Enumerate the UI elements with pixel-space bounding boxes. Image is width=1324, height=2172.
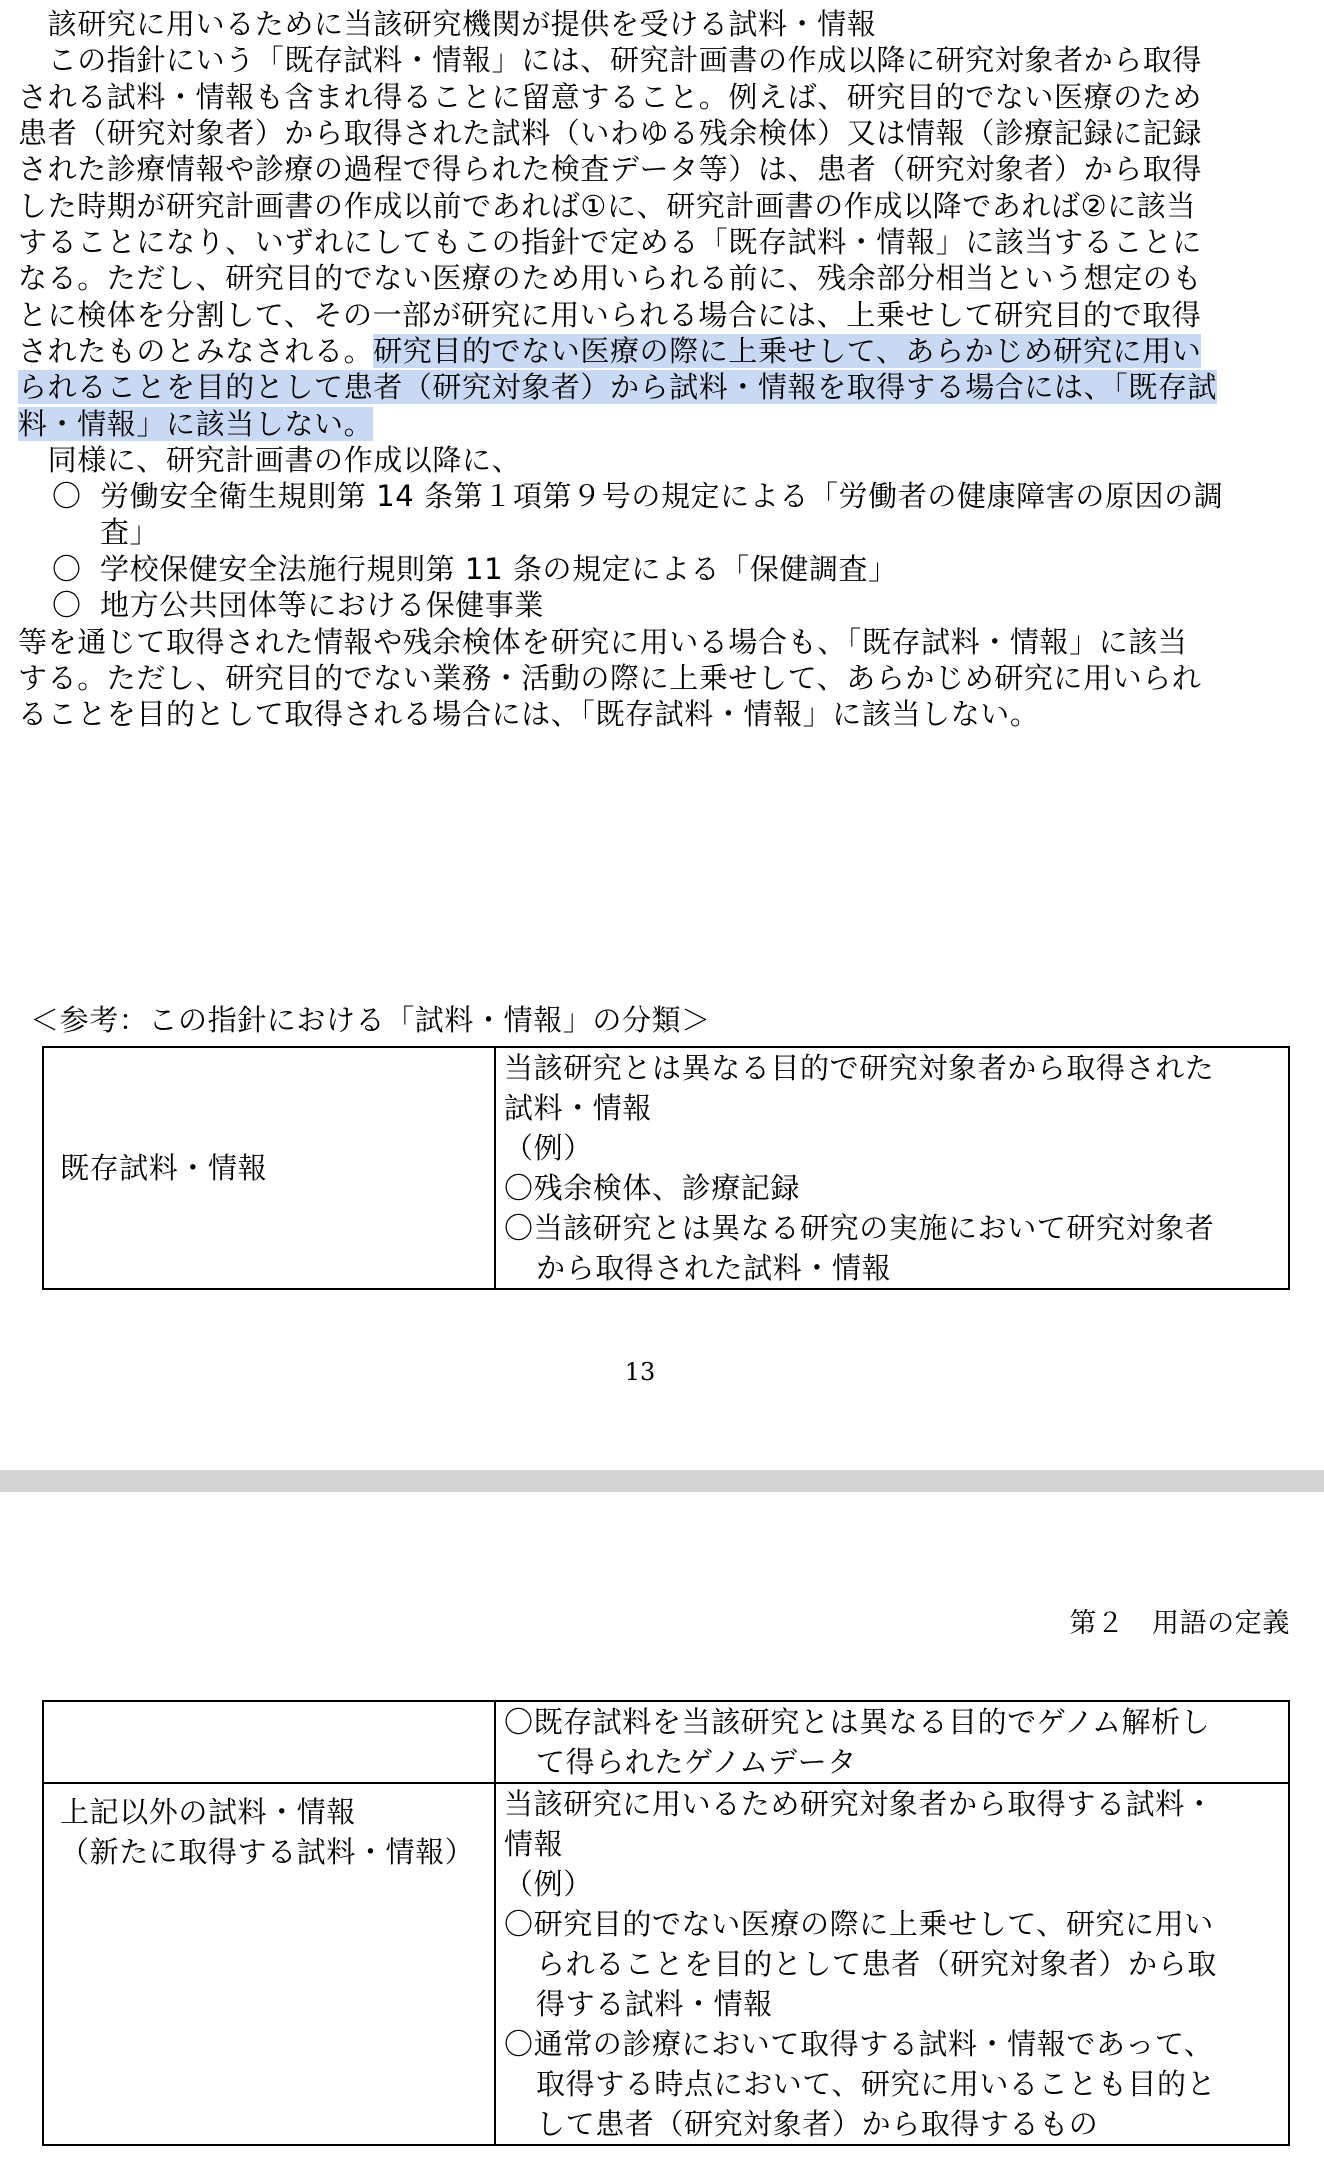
body-text-line: 該研究に用いるために当該研究機関が提供を受ける試料・情報 — [18, 7, 877, 41]
body-text-line-selected — [18, 404, 373, 444]
bullet-item — [52, 549, 898, 589]
bullet-item — [52, 476, 1223, 516]
bullet-text: 地方公共団体等における保健事業 — [100, 588, 545, 622]
page-separator — [0, 1470, 1324, 1492]
body-text-line: することになり、いずれにしてもこの指針で定める「既存試料・情報」に該当することに — [18, 225, 1203, 259]
circle-bullet-icon: 〇 — [52, 552, 82, 586]
table-row — [43, 1047, 1289, 1289]
bullet-text: 学校保健安全法施行規則第 11 条の規定による「保健調査」 — [100, 552, 898, 586]
bullet-text: 査」 — [100, 515, 160, 549]
body-text-line: される試料・情報も含まれ得ることに留意すること。例えば、研究目的でない医療のため — [18, 80, 1203, 114]
body-text-line: した時期が研究計画書の作成以前であれば①に、研究計画書の作成以降であれば②に該当 — [18, 189, 1196, 223]
body-text-line: 同様に、研究計画書の作成以降に、 — [18, 443, 522, 477]
reference-title: ＜参考：この指針における「試料・情報」の分類＞ — [30, 1003, 711, 1037]
table-cell-category: 既存試料・情報 — [43, 1047, 495, 1289]
section-header: 第２ 用語の定義 — [1069, 1608, 1290, 1639]
bullet-text: 労働安全衛生規則第 14 条第１項第９号の規定による「労働者の健康障害の原因の調 — [100, 479, 1224, 513]
body-text-line: なる。ただし、研究目的でない医療のため用いられる前に、残余部分相当という想定のも — [18, 261, 1203, 295]
body-text-line: ることを目的として取得される場合には、「既存試料・情報」に該当しない。 — [18, 697, 1040, 731]
body-text-line-mixed — [18, 331, 1201, 371]
page-number: 13 — [624, 1358, 656, 1386]
table-row — [43, 1701, 1289, 1783]
selected-text[interactable]: 料・情報」に該当しない。 — [18, 407, 374, 441]
body-text-line: とに検体を分割して、その一部が研究に用いられる場合には、上乗せして研究目的で取得 — [18, 298, 1202, 332]
circle-bullet-icon: 〇 — [52, 588, 82, 622]
selected-text[interactable]: 研究目的でない医療の際に上乗せして、あらかじめ研究に用い — [373, 334, 1202, 368]
bullet-item — [52, 585, 544, 625]
classification-table-continued — [42, 1700, 1290, 2146]
body-text-line: する。ただし、研究目的でない業務・活動の際に上乗せして、あらかじめ研究に用いられ — [18, 661, 1202, 695]
body-text-line: された診療情報や診療の過程で得られた検査データ等）は、患者（研究対象者）から取得 — [18, 152, 1203, 186]
table-cell-description: 〇既存試料を当該研究とは異なる目的でゲノム解析し て得られたゲノムデータ — [495, 1701, 1289, 1783]
document-page-14 — [0, 1492, 1324, 2172]
body-text-line: この指針にいう「既存試料・情報」には、研究計画書の作成以降に研究対象者から取得 — [18, 43, 1203, 77]
classification-table — [42, 1046, 1290, 1290]
circle-bullet-icon: 〇 — [52, 479, 82, 513]
body-text-segment: されたものとみなされる。 — [18, 334, 374, 368]
table-cell-description: 当該研究に用いるため研究対象者から取得する試料・ 情報 （例） 〇研究目的でない医療の際に上乗せして、研究に用い られることを目的として患者（研究対象者）から取 得する試料・情報 〇通常の診療において取得する試料・情報であって、 取得する時点において、研究に用いることも目的と して患者（研究対象者）から取得するもの — [495, 1783, 1289, 2145]
table-row — [43, 1783, 1289, 2145]
selected-text[interactable]: られることを目的として患者（研究対象者）から試料・情報を取得する場合には、「既存試 — [18, 370, 1218, 404]
table-cell-category: 上記以外の試料・情報 （新たに取得する試料・情報） — [43, 1783, 495, 2145]
bullet-item-continuation — [52, 512, 159, 552]
body-text-line-selected — [18, 367, 1217, 407]
body-text-line: 等を通じて取得された情報や残余検体を研究に用いる場合も、「既存試料・情報」に該当 — [18, 625, 1188, 659]
body-text-line: 患者（研究対象者）から取得された試料（いわゆる残余検体）又は情報（診療記録に記録 — [18, 116, 1203, 150]
table-cell-category-empty — [43, 1701, 495, 1783]
table-cell-description: 当該研究とは異なる目的で研究対象者から取得された 試料・情報 （例） 〇残余検体、診療記録 〇当該研究とは異なる研究の実施において研究対象者 から取得された試料・情報 — [495, 1047, 1289, 1289]
